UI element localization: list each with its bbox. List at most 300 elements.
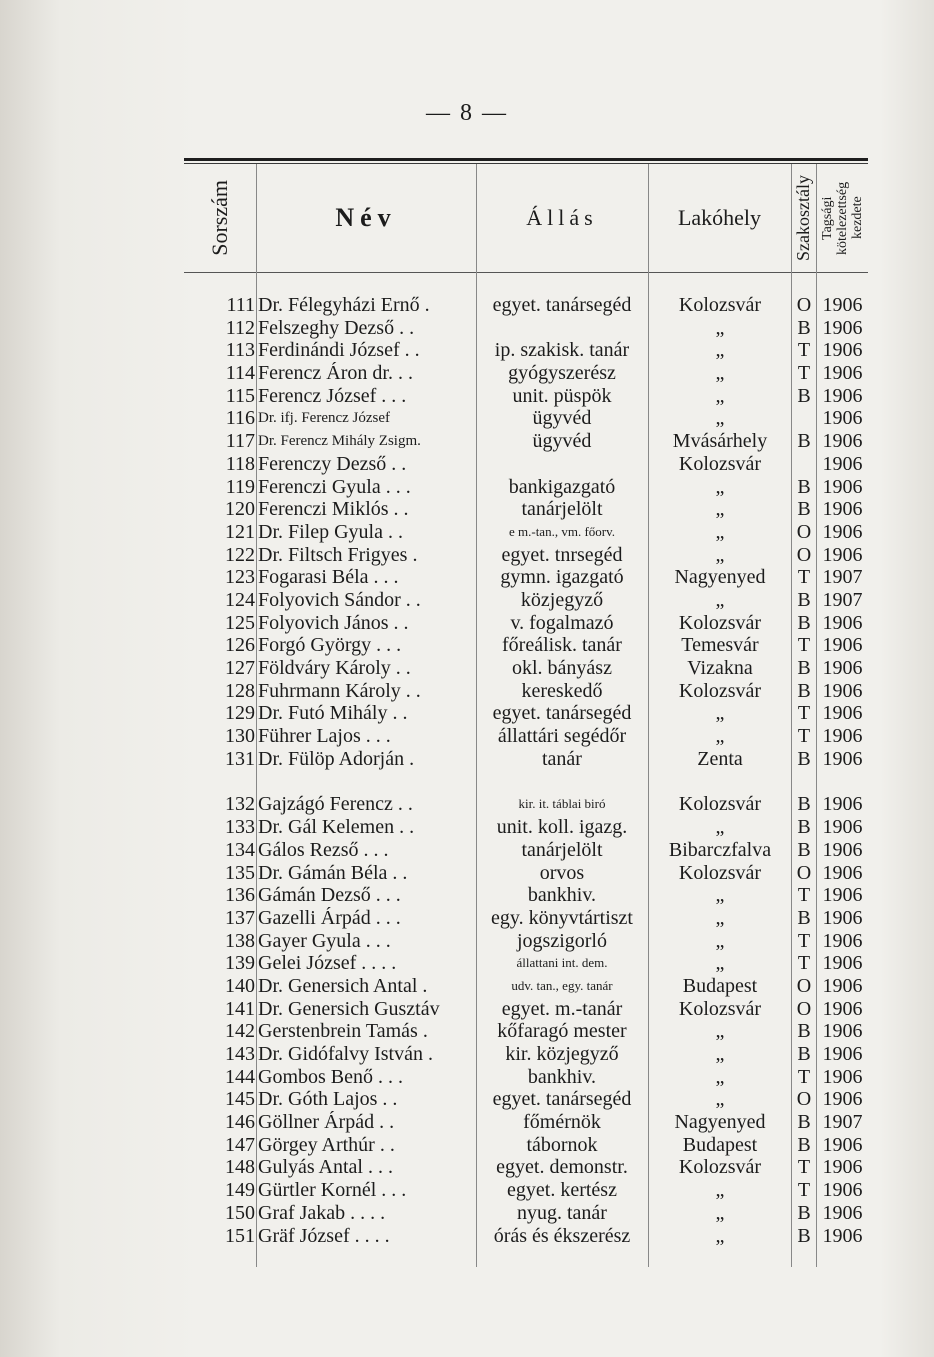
member-year: 1906 <box>822 906 863 929</box>
member-year: 1906 <box>822 1156 863 1179</box>
member-name: Dr. Félegyházi Ernő . <box>258 294 430 316</box>
member-residence: „ <box>715 543 725 566</box>
table-row <box>184 612 868 635</box>
header-allas <box>476 164 648 272</box>
member-year: 1906 <box>822 1065 863 1088</box>
member-occupation: ügyvéd <box>532 430 592 453</box>
table-row <box>184 544 868 567</box>
member-name: Ferenczi Miklós . . <box>258 498 409 521</box>
member-name: Ferencz Áron dr. . . <box>258 362 413 385</box>
member-name: Görgey Arthúr . . <box>258 1133 395 1156</box>
member-name: Dr. Gál Kelemen . . <box>258 816 415 839</box>
header-rule <box>184 272 868 273</box>
member-year: 1906 <box>822 362 863 385</box>
member-name: Dr. ifj. Ferencz József <box>258 410 391 427</box>
member-year: 1907 <box>822 1111 863 1134</box>
row-number: 150 <box>225 1201 255 1224</box>
member-occupation: egyet. tanársegéd <box>492 1088 632 1111</box>
member-name: Felszeghy Dezső . . <box>258 316 415 339</box>
member-section: O <box>796 520 812 543</box>
member-occupation: egyet. tanársegéd <box>492 702 632 725</box>
row-number: 116 <box>225 407 255 430</box>
member-occupation: kir. közjegyző <box>505 1043 619 1065</box>
row-number: 112 <box>225 316 255 339</box>
member-name: Gerstenbrein Tamás . <box>258 1020 428 1043</box>
member-residence: „ <box>715 498 725 521</box>
member-occupation: egyet. kertész <box>507 1179 617 1202</box>
member-section: T <box>797 339 811 362</box>
member-residence: „ <box>715 1201 725 1224</box>
member-name: Dr. Genersich Antal . <box>258 974 428 997</box>
member-section: O <box>796 543 812 566</box>
row-number: 114 <box>225 362 255 385</box>
member-section: T <box>797 362 811 385</box>
table-row <box>184 1134 868 1157</box>
member-residence: „ <box>715 1088 725 1111</box>
member-residence: „ <box>715 1065 725 1088</box>
row-number: 147 <box>225 1133 255 1156</box>
member-occupation: gymn. igazgató <box>500 566 624 589</box>
row-number: 118 <box>225 452 255 475</box>
member-section: B <box>797 498 811 521</box>
member-name: Gräf József . . . . <box>258 1224 390 1247</box>
row-number: 143 <box>225 1043 255 1065</box>
row-number: 124 <box>225 588 255 611</box>
row-number: 115 <box>225 384 255 407</box>
table-row <box>184 725 868 748</box>
member-section: T <box>797 702 811 725</box>
group-spacer <box>184 770 868 793</box>
header-nev-label: Név <box>335 203 397 232</box>
table-row <box>184 793 868 816</box>
member-occupation: kőfaragó mester <box>497 1020 627 1043</box>
row-number: 139 <box>225 952 255 975</box>
table-row <box>184 884 868 907</box>
member-occupation: nyug. tanár <box>517 1201 607 1224</box>
member-year: 1906 <box>822 725 863 748</box>
member-year: 1906 <box>822 702 863 725</box>
table-row <box>184 521 868 544</box>
member-name: Dr. Gidófalvy István . <box>258 1043 433 1065</box>
member-section: O <box>796 974 812 997</box>
member-year: 1906 <box>822 1043 863 1065</box>
member-occupation: e m.-tan., vm. főorv. <box>508 523 616 539</box>
row-number: 133 <box>225 816 255 839</box>
table-row <box>184 634 868 657</box>
member-year: 1906 <box>822 294 863 316</box>
member-name: Fuhrmann Károly . . <box>258 679 421 702</box>
member-residence: Temesvár <box>681 634 759 657</box>
member-year: 1906 <box>822 316 863 339</box>
member-name: Gulyás Antal . . . <box>258 1156 393 1179</box>
member-name: Folyovich János . . <box>258 611 409 634</box>
member-year: 1906 <box>822 611 863 634</box>
row-number: 136 <box>225 884 255 907</box>
member-residence: „ <box>715 384 725 407</box>
member-year: 1906 <box>822 452 863 475</box>
member-occupation: egyet. demonstr. <box>496 1156 628 1179</box>
member-name: Gazelli Árpád . . . <box>258 906 401 929</box>
row-number: 149 <box>225 1179 255 1202</box>
table-row <box>184 952 868 975</box>
table-row <box>184 294 868 317</box>
table-row <box>184 657 868 680</box>
table-row <box>184 816 868 839</box>
member-residence: „ <box>715 906 725 929</box>
member-residence: Nagyenyed <box>674 1111 766 1134</box>
table-row <box>184 453 868 476</box>
table-row <box>184 1066 868 1089</box>
row-number: 131 <box>225 747 255 770</box>
row-number: 117 <box>225 430 255 453</box>
row-number: 125 <box>225 611 255 634</box>
member-occupation: közjegyző <box>520 588 604 611</box>
member-residence: Kolozsvár <box>678 452 762 475</box>
member-residence: „ <box>715 725 725 748</box>
member-name: Fogarasi Béla . . . <box>258 566 399 589</box>
member-name: Gámán Dezső . . . <box>258 884 401 907</box>
member-year: 1906 <box>822 1133 863 1156</box>
table-row <box>184 907 868 930</box>
member-name: Gelei József . . . . <box>258 952 397 975</box>
row-number: 141 <box>225 997 255 1020</box>
row-number: 113 <box>225 339 255 362</box>
row-number: 145 <box>225 1088 255 1111</box>
table-row <box>184 1020 868 1043</box>
member-residence: „ <box>715 884 725 907</box>
row-number: 119 <box>225 475 255 498</box>
member-year: 1906 <box>822 407 863 430</box>
member-residence: Kolozsvár <box>678 861 762 884</box>
member-section: B <box>797 1111 811 1134</box>
member-year: 1906 <box>822 634 863 657</box>
table-row <box>184 975 868 998</box>
member-name: Göllner Árpád . . <box>258 1111 395 1134</box>
member-occupation: unit. püspök <box>512 384 612 407</box>
member-year: 1906 <box>822 1020 863 1043</box>
row-number: 137 <box>225 906 255 929</box>
row-number: 135 <box>225 861 255 884</box>
member-year: 1907 <box>822 566 863 589</box>
member-residence: Budapest <box>682 1133 758 1156</box>
member-name: Dr. Filtsch Frigyes . <box>258 543 418 566</box>
member-name: Dr. Ferencz Mihály Zsigm. <box>258 433 421 450</box>
member-section: O <box>796 1088 812 1111</box>
member-section: B <box>797 1224 811 1247</box>
member-section: B <box>797 1201 811 1224</box>
table-row <box>184 1088 868 1111</box>
member-year: 1906 <box>822 1088 863 1111</box>
member-section: T <box>797 952 811 975</box>
member-year: 1906 <box>822 861 863 884</box>
table-row <box>184 407 868 430</box>
member-residence: „ <box>715 520 725 543</box>
row-number: 130 <box>225 725 255 748</box>
header-szakosztaly-label: Szakosztály <box>793 175 813 261</box>
member-section: O <box>796 997 812 1020</box>
table-row <box>184 566 868 589</box>
member-section: T <box>797 725 811 748</box>
member-name: Dr. Gámán Béla . . <box>258 861 408 884</box>
member-residence: Kolozsvár <box>678 679 762 702</box>
table-row <box>184 1225 868 1248</box>
member-year: 1906 <box>822 430 863 453</box>
member-occupation: főmérnök <box>523 1111 601 1134</box>
table-row <box>184 1202 868 1225</box>
table-row <box>184 998 868 1021</box>
row-number: 132 <box>225 793 255 816</box>
member-occupation: főreálisk. tanár <box>502 634 622 657</box>
member-section: T <box>797 1179 811 1202</box>
member-residence: „ <box>715 1020 725 1043</box>
member-residence: „ <box>715 929 725 952</box>
member-name: Ferdinándi József . . <box>258 339 420 362</box>
member-section: B <box>797 816 811 839</box>
member-occupation: állattári segédőr <box>497 725 627 748</box>
member-section: B <box>797 838 811 861</box>
member-occupation: kereskedő <box>521 679 603 702</box>
row-number: 126 <box>225 634 255 657</box>
member-occupation: v. fogalmazó <box>510 611 614 634</box>
member-residence: „ <box>715 588 725 611</box>
member-year: 1906 <box>822 1179 863 1202</box>
member-name: Graf Jakab . . . . <box>258 1201 386 1224</box>
member-name: Ferenczy Dezső . . <box>258 452 407 475</box>
member-section: T <box>797 1065 811 1088</box>
member-year: 1906 <box>822 1224 863 1247</box>
table-body <box>184 294 868 1247</box>
header-lakohely-label: Lakóhely <box>677 205 762 230</box>
member-section: T <box>797 884 811 907</box>
member-name: Folyovich Sándor . . <box>258 588 421 611</box>
page-number: — 8 — <box>426 100 508 126</box>
member-name: Gayer Gyula . . . <box>258 929 391 952</box>
row-number: 151 <box>225 1224 255 1247</box>
table-row <box>184 862 868 885</box>
member-name: Dr. Futó Mihály . . <box>258 702 408 725</box>
member-year: 1906 <box>822 1201 863 1224</box>
member-occupation: bankigazgató <box>508 475 616 498</box>
member-residence: Vizakna <box>687 657 753 679</box>
member-section: B <box>797 1133 811 1156</box>
member-section: B <box>797 588 811 611</box>
row-number: 142 <box>225 1020 255 1043</box>
member-occupation: kir. it. táblai biró <box>518 796 606 812</box>
member-name: Gürtler Kornél . . . <box>258 1179 407 1202</box>
member-residence: Zenta <box>697 747 743 770</box>
member-section: B <box>797 657 811 679</box>
member-occupation: unit. koll. igazg. <box>496 816 628 839</box>
row-number: 128 <box>225 679 255 702</box>
table-row <box>184 930 868 953</box>
member-year: 1906 <box>822 679 863 702</box>
member-year: 1906 <box>822 657 863 679</box>
member-occupation: bankhiv. <box>527 1065 597 1088</box>
row-number: 146 <box>225 1111 255 1134</box>
table-row <box>184 317 868 340</box>
header-nev <box>256 164 476 272</box>
member-section: B <box>797 384 811 407</box>
table-row <box>184 1156 868 1179</box>
member-name: Gálos Rezső . . . <box>258 838 389 861</box>
member-occupation: egyet. m.-tanár <box>501 997 623 1020</box>
row-number: 123 <box>225 566 255 589</box>
row-number: 144 <box>225 1065 255 1088</box>
table-row <box>184 748 868 771</box>
member-residence: „ <box>715 952 725 975</box>
member-occupation: tanár <box>542 747 582 770</box>
member-name: Ferenczi Gyula . . . <box>258 475 411 498</box>
header-szakosztaly <box>791 164 816 272</box>
member-section: T <box>797 634 811 657</box>
header-lakohely <box>648 164 791 272</box>
member-occupation: udv. tan., egy. tanár <box>511 977 613 993</box>
member-year: 1906 <box>822 339 863 362</box>
header-sorszam-label: Sorszám <box>207 180 232 256</box>
member-name: Gajzágó Ferencz . . <box>258 793 413 816</box>
member-year: 1906 <box>822 475 863 498</box>
member-residence: „ <box>715 362 725 385</box>
table-row <box>184 680 868 703</box>
member-occupation: ügyvéd <box>532 407 592 430</box>
member-occupation: bankhiv. <box>527 884 597 907</box>
member-residence: Kolozsvár <box>678 793 762 816</box>
table-row <box>184 498 868 521</box>
member-residence: Kolozsvár <box>678 294 762 316</box>
member-residence: Budapest <box>682 974 758 997</box>
member-residence: Bibarczfalva <box>668 838 772 861</box>
member-residence: „ <box>715 407 725 430</box>
member-residence: Kolozsvár <box>678 997 762 1020</box>
member-residence: Nagyenyed <box>674 566 766 589</box>
member-name: Dr. Genersich Gusztáv <box>258 997 440 1020</box>
member-name: Ferencz József . . . <box>258 384 407 407</box>
member-section: B <box>797 430 811 453</box>
member-year: 1906 <box>822 793 863 816</box>
member-occupation: órás és ékszerész <box>493 1224 631 1247</box>
member-year: 1906 <box>822 952 863 975</box>
table-row <box>184 839 868 862</box>
header-allas-label: Állás <box>526 205 598 230</box>
member-occupation: tanárjelölt <box>521 838 603 861</box>
member-residence: „ <box>715 475 725 498</box>
member-year: 1906 <box>822 543 863 566</box>
row-number: 122 <box>225 543 255 566</box>
member-name: Földváry Károly . . <box>258 657 411 679</box>
row-number: 121 <box>225 520 255 543</box>
table-row <box>184 339 868 362</box>
member-occupation: tábornok <box>526 1133 598 1156</box>
member-table <box>184 158 868 1267</box>
member-occupation: gyógyszerész <box>508 362 616 385</box>
header-kotelezettseg-label: Tagsági kötelezettség kezdete <box>819 181 865 255</box>
member-residence: „ <box>715 1179 725 1202</box>
member-occupation: orvos <box>539 861 585 884</box>
table-row <box>184 385 868 408</box>
table-row <box>184 702 868 725</box>
table-row <box>184 1043 868 1066</box>
member-occupation: okl. bányász <box>512 657 612 679</box>
member-year: 1906 <box>822 384 863 407</box>
table-row <box>184 1111 868 1134</box>
member-name: Führer Lajos . . . <box>258 725 391 748</box>
member-occupation: egy. könyvtártiszt <box>490 906 633 929</box>
member-residence: „ <box>715 339 725 362</box>
member-residence: Kolozsvár <box>678 1156 762 1179</box>
member-residence: „ <box>715 316 725 339</box>
member-year: 1906 <box>822 884 863 907</box>
member-year: 1906 <box>822 816 863 839</box>
member-name: Dr. Góth Lajos . . <box>258 1088 398 1111</box>
member-year: 1907 <box>822 588 863 611</box>
member-section: B <box>797 316 811 339</box>
member-name: Dr. Fülöp Adorján . <box>258 747 415 770</box>
member-year: 1906 <box>822 838 863 861</box>
member-section: B <box>797 679 811 702</box>
member-name: Dr. Filep Gyula . . <box>258 520 403 543</box>
table-row <box>184 362 868 385</box>
table-top-rule <box>184 158 868 161</box>
member-occupation: tanárjelölt <box>521 498 603 521</box>
member-residence: „ <box>715 1224 725 1247</box>
header-kotelezettseg <box>816 164 868 272</box>
member-occupation: ip. szakisk. tanár <box>494 339 630 362</box>
member-name: Gombos Benő . . . <box>258 1065 403 1088</box>
row-number: 111 <box>226 294 255 316</box>
table-row <box>184 589 868 612</box>
member-section: B <box>797 906 811 929</box>
member-occupation: állattani int. dem. <box>516 955 608 971</box>
member-year: 1906 <box>822 498 863 521</box>
row-number: 138 <box>225 929 255 952</box>
row-number: 129 <box>225 702 255 725</box>
row-number: 140 <box>225 974 255 997</box>
member-residence: „ <box>715 1043 725 1065</box>
member-name: Forgó György . . . <box>258 634 402 657</box>
member-occupation: jogszigorló <box>517 929 607 952</box>
member-section: B <box>797 747 811 770</box>
member-year: 1906 <box>822 997 863 1020</box>
member-section: B <box>797 475 811 498</box>
member-section: B <box>797 611 811 634</box>
table-row <box>184 430 868 453</box>
member-section: B <box>797 1043 811 1065</box>
member-year: 1906 <box>822 974 863 997</box>
member-section: B <box>797 1020 811 1043</box>
member-residence: „ <box>715 702 725 725</box>
member-section: T <box>797 566 811 589</box>
member-section: O <box>796 294 812 316</box>
row-number: 134 <box>225 838 255 861</box>
row-number: 120 <box>225 498 255 521</box>
row-number: 148 <box>225 1156 255 1179</box>
member-section: T <box>797 929 811 952</box>
member-section: O <box>796 861 812 884</box>
member-year: 1906 <box>822 520 863 543</box>
member-residence: Kolozsvár <box>678 611 762 634</box>
table-row <box>184 1179 868 1202</box>
member-section: T <box>797 1156 811 1179</box>
member-occupation: egyet. tnrsegéd <box>501 543 623 566</box>
member-section: B <box>797 793 811 816</box>
table-row <box>184 476 868 499</box>
member-year: 1906 <box>822 929 863 952</box>
row-number: 127 <box>225 657 255 679</box>
member-residence: „ <box>715 816 725 839</box>
member-residence: Mvásárhely <box>672 430 768 453</box>
member-occupation: egyet. tanársegéd <box>492 294 632 316</box>
header-sorszam <box>184 164 256 272</box>
